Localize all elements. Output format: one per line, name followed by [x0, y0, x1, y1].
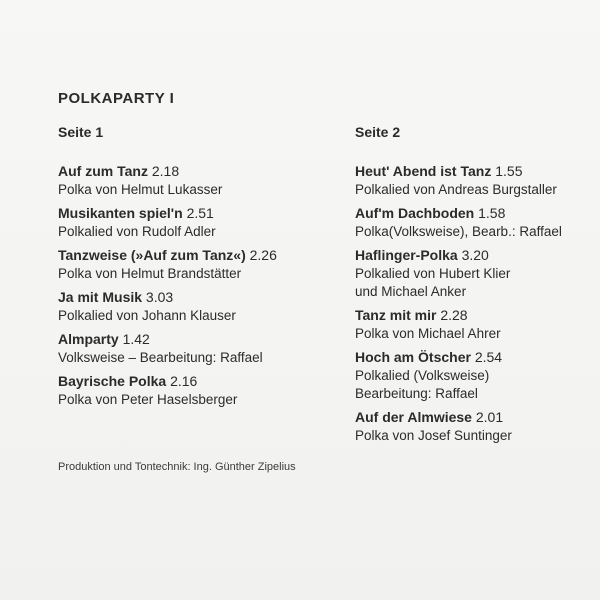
track-title: Auf zum Tanz [58, 163, 148, 179]
track-item [58, 330, 338, 367]
track-duration: 2.01 [475, 409, 504, 425]
track-credit: Polkalied (Volksweise) [355, 368, 490, 383]
side-2-heading: Seite 2 [355, 124, 401, 140]
track-header [355, 348, 595, 367]
track-duration: 2.28 [440, 307, 468, 323]
track-item [355, 162, 595, 199]
track-credit: Polka von Peter Haselsberger [58, 392, 238, 407]
track-item [58, 372, 338, 409]
track-header [355, 306, 595, 325]
track-credit: Polka von Michael Ahrer [355, 326, 501, 341]
track-header [58, 288, 338, 307]
track-title: Haflinger-Polka [355, 247, 458, 263]
track-header [355, 162, 595, 181]
track-title: Tanzweise (»Auf zum Tanz«) [58, 247, 246, 263]
track-credit: Polka von Josef Suntinger [355, 428, 512, 443]
album-title: POLKAPARTY I [58, 90, 175, 107]
track-title: Heut' Abend ist Tanz [355, 163, 492, 179]
track-header [58, 246, 338, 265]
track-credit: Polkalied von Johann Klauser [58, 308, 236, 323]
track-header [58, 372, 338, 391]
track-item [58, 204, 338, 241]
track-credit: Polka von Helmut Lukasser [58, 182, 223, 197]
track-header [355, 408, 595, 427]
track-item [58, 288, 338, 325]
track-item [58, 162, 338, 199]
track-header [355, 246, 595, 265]
track-item [355, 246, 595, 301]
track-duration: 2.51 [186, 205, 214, 221]
track-title: Hoch am Ötscher [355, 349, 471, 365]
track-duration: 3.03 [145, 289, 174, 305]
side-1-tracklist [58, 162, 338, 414]
track-item [355, 306, 595, 343]
track-title: Auf'm Dachboden [355, 205, 475, 221]
track-header [355, 204, 595, 223]
track-duration: 1.58 [478, 205, 506, 221]
track-credit: Volksweise – Bearbeitung: Raffael [58, 350, 263, 365]
track-duration: 3.20 [461, 247, 489, 263]
side-2-tracklist [355, 162, 595, 450]
track-duration: 2.26 [249, 247, 277, 263]
track-title: Bayrische Polka [58, 373, 167, 389]
track-title: Almparty [58, 331, 119, 347]
track-title: Ja mit Musik [58, 289, 143, 305]
track-item [355, 204, 595, 241]
track-title: Auf der Almwiese [355, 409, 472, 425]
track-header [58, 162, 338, 181]
track-title: Tanz mit mir [355, 307, 437, 323]
track-credit: Polkalied von Andreas Burgstaller [355, 182, 557, 197]
track-duration: 2.18 [151, 163, 180, 179]
track-credit: Polkalied von Rudolf Adler [58, 224, 216, 239]
track-item [355, 408, 595, 445]
track-item [355, 348, 595, 403]
track-credit: Polka(Volksweise), Bearb.: Raffael [355, 224, 562, 239]
track-credit: und Michael Anker [355, 284, 467, 299]
track-credit: Bearbeitung: Raffael [355, 386, 478, 401]
track-credit: Polka von Helmut Brandstätter [58, 266, 242, 281]
track-duration: 2.16 [170, 373, 198, 389]
track-header [58, 204, 338, 223]
track-duration: 2.54 [474, 349, 503, 365]
track-header [58, 330, 338, 349]
track-credit: Polkalied von Hubert Klier [355, 266, 511, 281]
production-credit: Produktion und Tontechnik: Ing. Günther Zipelius [58, 461, 296, 473]
track-duration: 1.55 [495, 163, 523, 179]
track-duration: 1.42 [122, 331, 150, 347]
track-item [58, 246, 338, 283]
track-title: Musikanten spiel'n [58, 205, 183, 221]
side-1-heading: Seite 1 [58, 124, 104, 140]
